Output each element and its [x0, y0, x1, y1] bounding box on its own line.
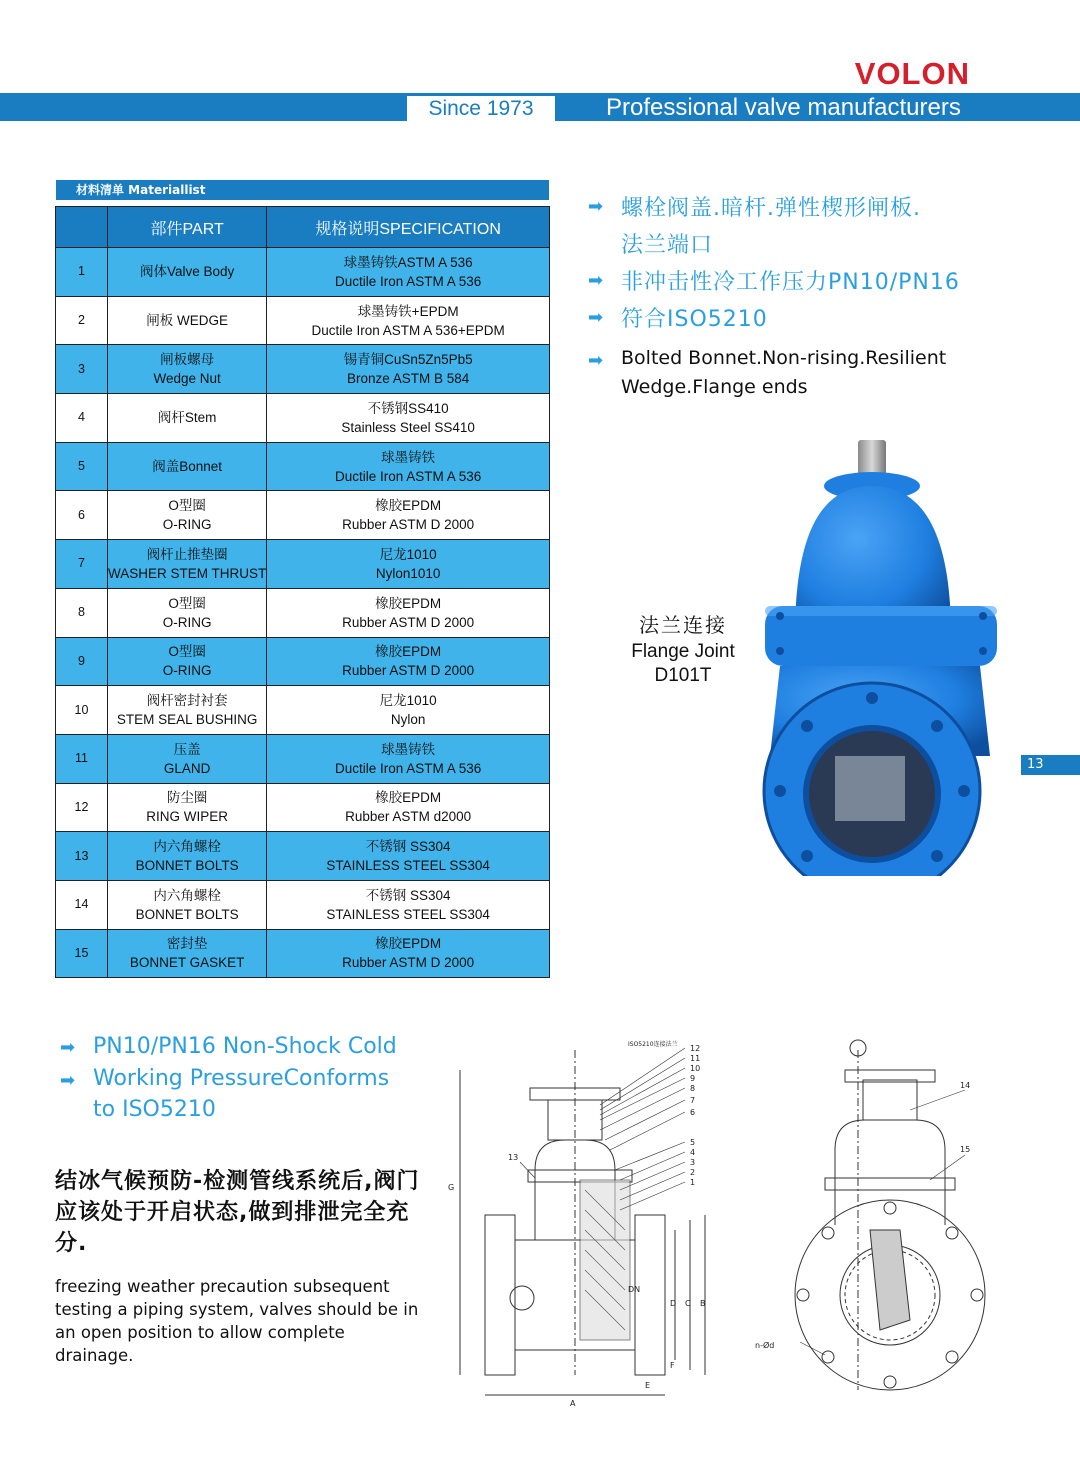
- part-text: O-RING: [162, 614, 212, 630]
- spec-text: 球墨铸铁: [381, 449, 436, 465]
- spec-cell: [267, 686, 550, 735]
- part-cell: [108, 394, 267, 443]
- spec-text: 锡青铜CuSn5Zn5Pb5: [343, 352, 473, 368]
- spec-text: 不锈钢 SS304: [365, 887, 451, 903]
- spec-text: Ductile Iron ASTM A 536+EPDM: [311, 322, 505, 338]
- feature-text: Working PressureConforms: [93, 1066, 390, 1091]
- spec-text: Ductile Iron ASTM A 536: [334, 760, 482, 776]
- part-text: O-RING: [162, 663, 212, 679]
- feature-text: PN10/PN16 Non-Shock Cold: [93, 1034, 397, 1059]
- callout-number: 1: [690, 1178, 696, 1187]
- part-cell: [108, 783, 267, 832]
- callout-number: 3: [690, 1158, 696, 1167]
- arrow-right-icon: ➡: [588, 270, 604, 291]
- spec-cell: [267, 491, 550, 540]
- table-row: [56, 588, 550, 637]
- part-text: 阀杆密封衬套: [146, 693, 228, 709]
- spec-text: Ductile Iron ASTM A 536: [334, 468, 482, 484]
- page-number: 13: [1021, 755, 1080, 775]
- table-row: [56, 248, 550, 297]
- spec-cell: [267, 637, 550, 686]
- valve-section-drawing: [440, 1030, 1030, 1410]
- bolt-note: n-Ød: [755, 1341, 775, 1350]
- part-text: 内六角螺栓: [153, 839, 221, 855]
- callout-number: 12: [690, 1044, 701, 1053]
- row-number: 4: [56, 394, 108, 443]
- part-text: GLAND: [163, 760, 211, 776]
- part-cell: [108, 248, 267, 297]
- feature-text: 非冲击性冷工作压力PN10/PN16: [621, 270, 960, 295]
- arrow-right-icon: ➡: [588, 307, 604, 328]
- tagline: Professional valve manufacturers: [606, 94, 961, 121]
- flange-model: D101T: [654, 665, 712, 686]
- feature-text: 符合ISO5210: [621, 307, 768, 332]
- flange-cn: 法兰连接: [639, 615, 727, 637]
- part-text: STEM SEAL BUSHING: [116, 712, 258, 728]
- table-row: [56, 394, 550, 443]
- spec-text: Rubber ASTM D 2000: [342, 614, 475, 630]
- spec-text: 尼龙1010: [379, 546, 437, 562]
- row-number: 3: [56, 345, 108, 394]
- part-text: Wedge Nut: [153, 371, 221, 387]
- spec-cell: [267, 929, 550, 978]
- part-text: 阀盖Bonnet: [152, 459, 223, 475]
- table-row: [56, 345, 550, 394]
- dim-D: D: [670, 1299, 677, 1308]
- row-number: 2: [56, 296, 108, 345]
- part-text: O型圈: [168, 644, 206, 660]
- callout-number: 7: [690, 1096, 696, 1105]
- dim-A: A: [570, 1399, 576, 1408]
- spec-cell: [267, 783, 550, 832]
- features-list: [588, 190, 1018, 402]
- spec-cell: [267, 588, 550, 637]
- header-no: [56, 207, 108, 248]
- since-badge: Since 1973: [407, 96, 555, 121]
- part-text: O-RING: [162, 517, 212, 533]
- spec-text: Rubber ASTM D 2000: [342, 517, 475, 533]
- row-number: 13: [56, 832, 108, 881]
- spec-cell: [267, 734, 550, 783]
- spec-cell: [267, 345, 550, 394]
- part-text: BONNET BOLTS: [135, 906, 239, 922]
- bottom-features: [60, 1030, 430, 1125]
- spec-cell: [267, 880, 550, 929]
- spec-cell: [267, 442, 550, 491]
- part-cell: [108, 296, 267, 345]
- dim-E: E: [645, 1381, 651, 1390]
- spec-cell: [267, 540, 550, 589]
- table-row: [56, 929, 550, 978]
- part-text: 压盖: [173, 741, 201, 757]
- callout-14: 14: [960, 1081, 971, 1090]
- dim-C: C: [685, 1299, 691, 1308]
- feature-item: [588, 190, 1018, 264]
- row-number: 5: [56, 442, 108, 491]
- callout-number: 8: [690, 1084, 696, 1093]
- part-text: 闸板 WEDGE: [146, 313, 229, 329]
- row-number: 10: [56, 686, 108, 735]
- spec-cell: [267, 296, 550, 345]
- callout-15: 15: [960, 1145, 971, 1154]
- spec-text: 橡胶EPDM: [375, 790, 442, 806]
- table-row: [56, 442, 550, 491]
- part-text: BONNET BOLTS: [135, 858, 239, 874]
- spec-text: Rubber ASTM d2000: [345, 809, 472, 825]
- spec-text: 球墨铸铁+EPDM: [357, 303, 459, 319]
- row-number: 9: [56, 637, 108, 686]
- spec-text: Bronze ASTM B 584: [346, 371, 470, 387]
- part-cell: [108, 686, 267, 735]
- callout-number: 9: [690, 1074, 696, 1083]
- part-cell: [108, 345, 267, 394]
- part-cell: [108, 929, 267, 978]
- spec-text: 球墨铸铁ASTM A 536: [343, 254, 473, 270]
- row-number: 7: [56, 540, 108, 589]
- header-part: 部件PART: [108, 207, 267, 248]
- part-text: 阀体Valve Body: [139, 264, 235, 280]
- feature-item: [60, 1030, 430, 1063]
- row-number: 14: [56, 880, 108, 929]
- freeze-note-cn: 结冰气候预防-检测管线系统后,阀门应该处于开启状态,做到排泄完全充分.: [55, 1169, 420, 1256]
- part-cell: [108, 734, 267, 783]
- callout-number: 11: [690, 1054, 701, 1063]
- feature-item: [60, 1063, 430, 1125]
- table-row: [56, 491, 550, 540]
- flange-en: Flange Joint: [631, 641, 735, 662]
- row-number: 8: [56, 588, 108, 637]
- spec-text: 橡胶EPDM: [375, 644, 442, 660]
- part-cell: [108, 540, 267, 589]
- feature-text: 法兰端口: [621, 233, 714, 258]
- row-number: 12: [56, 783, 108, 832]
- table-row: [56, 686, 550, 735]
- arrow-right-icon: ➡: [588, 350, 604, 371]
- spec-text: STAINLESS STEEL SS304: [326, 858, 490, 874]
- part-text: O型圈: [168, 498, 206, 514]
- part-cell: [108, 588, 267, 637]
- callout-number: 4: [690, 1148, 696, 1157]
- table-row: [56, 734, 550, 783]
- part-text: 阀杆止推垫圈: [146, 546, 228, 562]
- flange-joint-label: [620, 612, 746, 688]
- table-row: [56, 637, 550, 686]
- table-row: [56, 296, 550, 345]
- callout-13: 13: [508, 1153, 519, 1162]
- freeze-note-en: freezing weather precaution subsequent testing a piping system, valves should be in an open position to allow complete drainage.: [55, 1277, 419, 1365]
- part-text: 防尘圈: [166, 790, 208, 806]
- table-row: [56, 783, 550, 832]
- spec-text: 橡胶EPDM: [375, 498, 442, 514]
- iso-note: ISO5210连接法兰: [628, 1041, 678, 1048]
- dim-DN: DN: [628, 1285, 641, 1294]
- table-row: [56, 880, 550, 929]
- part-cell: [108, 880, 267, 929]
- table-row: [56, 540, 550, 589]
- part-text: BONNET GASKET: [129, 955, 245, 971]
- spec-text: STAINLESS STEEL SS304: [326, 906, 490, 922]
- spec-text: Nylon: [390, 712, 426, 728]
- spec-text: Rubber ASTM D 2000: [342, 663, 475, 679]
- spec-text: 尼龙1010: [379, 693, 437, 709]
- spec-text: 橡胶EPDM: [375, 595, 442, 611]
- part-text: 密封垫: [166, 936, 208, 952]
- table-header-row: [56, 207, 550, 248]
- feature-text: to ISO5210: [93, 1097, 216, 1122]
- spec-cell: [267, 394, 550, 443]
- part-text: WASHER STEM THRUST: [108, 565, 267, 581]
- feature-item: [588, 264, 1018, 301]
- spec-text: Nylon1010: [375, 565, 441, 581]
- dim-F: F: [670, 1361, 675, 1370]
- feature-text: 螺栓阀盖.暗杆.弹性楔形闸板.: [621, 196, 921, 221]
- part-cell: [108, 832, 267, 881]
- callout-number: 5: [690, 1138, 696, 1147]
- part-text: RING WIPER: [146, 809, 229, 825]
- header-spec: 规格说明SPECIFICATION: [267, 207, 550, 248]
- gate-valve-icon: [755, 436, 1005, 876]
- feature-item: [588, 344, 1018, 402]
- valve-photo: [755, 436, 1005, 876]
- feature-text: Wedge.Flange ends: [621, 376, 808, 398]
- spec-text: Stainless Steel SS410: [341, 419, 475, 435]
- table-row: [56, 832, 550, 881]
- part-text: O型圈: [168, 595, 206, 611]
- spec-text: 球墨铸铁: [381, 741, 436, 757]
- arrow-right-icon: ➡: [588, 196, 604, 217]
- part-text: 闸板螺母: [160, 352, 215, 368]
- spec-text: 不锈钢SS410: [367, 400, 449, 416]
- part-cell: [108, 491, 267, 540]
- technical-drawing: [440, 1030, 1030, 1410]
- arrow-right-icon: ➡: [60, 1070, 76, 1091]
- arrow-right-icon: ➡: [60, 1037, 76, 1058]
- row-number: 6: [56, 491, 108, 540]
- dim-G: G: [448, 1183, 455, 1192]
- row-number: 11: [56, 734, 108, 783]
- feature-text: Bolted Bonnet.Non-rising.Resilient: [621, 347, 947, 369]
- row-number: 15: [56, 929, 108, 978]
- part-cell: [108, 637, 267, 686]
- feature-item: [588, 301, 1018, 338]
- callout-number: 2: [690, 1168, 696, 1177]
- spec-cell: [267, 832, 550, 881]
- brand-logo: VOLON: [854, 56, 970, 91]
- material-list-title: 材料清单 Materiallist: [56, 180, 549, 200]
- callout-number: 6: [690, 1108, 696, 1117]
- row-number: 1: [56, 248, 108, 297]
- spec-text: 橡胶EPDM: [375, 936, 442, 952]
- dim-B: B: [700, 1299, 706, 1308]
- spec-text: Ductile Iron ASTM A 536: [334, 273, 482, 289]
- spec-text: Rubber ASTM D 2000: [342, 955, 475, 971]
- part-cell: [108, 442, 267, 491]
- material-table: [55, 206, 550, 978]
- part-text: 内六角螺栓: [153, 887, 221, 903]
- part-text: 阀杆Stem: [157, 410, 217, 426]
- callout-number: 10: [690, 1064, 701, 1073]
- spec-text: 不锈钢 SS304: [365, 839, 451, 855]
- spec-cell: [267, 248, 550, 297]
